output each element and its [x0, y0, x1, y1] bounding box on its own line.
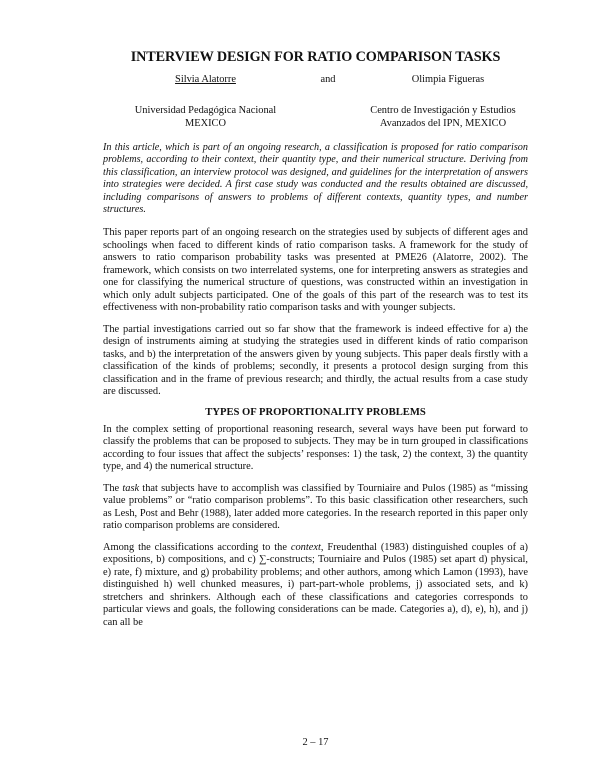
paragraph-intro: This paper reports part of an ongoing research on the strategies used by subjects of different ages and schoolings when faced to different kinds of ratio comparison tasks. A framework for the study of answers to ratio comparison probability tasks was presented at PME26 (Alatorre, 2002). The framework, which consists on two interrelated systems, one for interpreting answers as strategies and one for classifying the numerical structure of questions, was constructed within an investigation in which only adult subjects participated. One of the goals of this part of the research was to test its effectiveness with non-probability ratio comparison tasks and with younger subjects.: [103, 227, 528, 314]
abstract: In this article, which is part of an ongoing research, a classification is proposed for ratio comparison problems, according to their context, their quantity type, and their numerical structure. Deriving from this classification, an interview protocol was designed, and guidelines for the interpretation of answers into strategies were decided. A first case study was conducted and the results obtained are discussed, including comparisons of answers to problems of different contexts, quantity types, and number structures.: [103, 142, 528, 216]
paragraph-context-em: context: [290, 541, 321, 553]
affiliation-right: [338, 104, 548, 130]
paragraph-task-post: that subjects have to accomplish was classified by Tourniaire and Pulos (1985) as “missing value problems” or “ratio comparison problems”. To this basic classification other researchers, such as Lesh, Post and Behr (1988), later added more categories. In the research reported in this paper only ratio comparison problems are considered.: [103, 482, 528, 532]
author-conjunction-col: [308, 74, 348, 87]
affiliation-right-line1: Centro de Investigación y Estudios: [370, 105, 516, 116]
paragraph-task: [103, 483, 528, 533]
affiliation-left-line2: MEXICO: [185, 118, 226, 129]
paragraph-context-pre: Among the classifications according to the: [103, 541, 291, 553]
affiliation-left: [93, 104, 318, 130]
author-line: [103, 74, 528, 104]
paragraph-task-pre: The: [103, 482, 123, 494]
page-number: 2 – 17: [302, 737, 329, 748]
paragraph-task-em: task: [122, 482, 140, 494]
affiliation-left-line1: Universidad Pedagógica Nacional: [134, 105, 277, 116]
paper-page: [103, 48, 528, 638]
section-heading: TYPES OF PROPORTIONALITY PROBLEMS: [205, 406, 426, 418]
affiliation-block: [103, 104, 528, 142]
author-first: Silvia Alatorre: [175, 74, 236, 85]
paragraph-context: [103, 542, 528, 630]
author-conjunction: and: [320, 74, 336, 85]
affiliation-right-line2: Avanzados del IPN, MEXICO: [379, 118, 507, 129]
paragraph-context-post: , Freudenthal (1983) distinguished couples of a) expositions, b) compositions, and c) ∑-constructs; Tourniaire and Pulos (1985) set apart d) physical, e) rate, f) mixture, and g) probability problems; and other authors, among which Lamon (1993), have distinguished h) well chunked measures, i) part-part-whole problems, j) associated sets, and k) stretchers and shrinkers. Although each of these classifications and categories corresponds to particular views and goals, the following considerations can be made. Categories a), d), e), h), and j) can all be: [103, 541, 528, 628]
author-second: Olimpia Figueras: [411, 74, 485, 85]
paper-title: INTERVIEW DESIGN FOR RATIO COMPARISON TASKS: [130, 49, 501, 65]
paragraph-classifications: In the complex setting of proportional reasoning research, several ways have been put forward to classify the problems that can be proposed to subjects. They may be in turn grouped in classifications according to four issues that affect the subjects’ responses: 1) the task, 2) the context, 3) the quantity type, and 4) the numerical structure.: [103, 423, 528, 473]
author-first-col: [103, 74, 308, 87]
author-second-col: [348, 74, 548, 87]
paragraph-partial-investigations: The partial investigations carried out so far show that the framework is indeed effective for a) the design of instruments aiming at studying the strategies used in different kinds of ratio comparison tasks, and b) the interpretation of the answers given by young subjects. This paper deals firstly with a classification of the kinds of problems; secondly, it presents a protocol design surging from this classification and in the frame of previous research; and thirdly, the actual results from a case study are discussed.: [103, 323, 528, 398]
